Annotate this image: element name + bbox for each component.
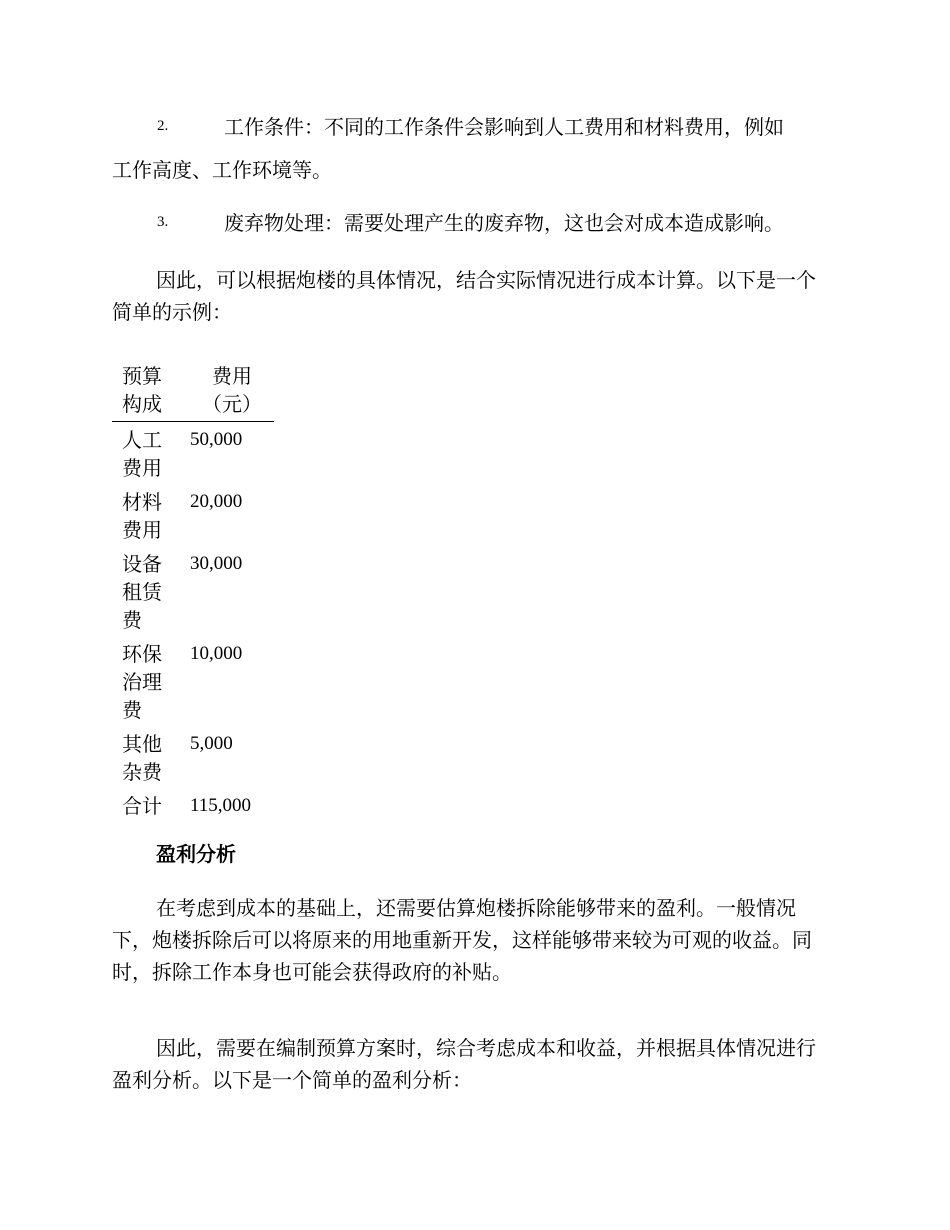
profit-paragraph-1: 在考虑到成本的基础上，还需要估算炮楼拆除能够带来的盈利。一般情况下，炮楼拆除后可以将原来的用地重新开发，这样能够带来较为可观的收益。同时，拆除工作本身也可能会获得政府的补贴。 [112,896,812,984]
cell-cost: 30,000 [190,553,243,574]
cell-item: 材料费用 [122,490,162,542]
budget-table [112,362,274,822]
table-row [112,546,274,636]
header-budget-item: 预算构成 [122,364,162,416]
table-header-row [112,362,274,422]
cell-item: 其他杂费 [122,732,162,784]
cell-cost: 10,000 [190,643,243,664]
list-item-waste-disposal: 废弃物处理：需要处理产生的废弃物，这也会对成本造成影响。 [224,211,784,235]
profit-paragraph-2: 因此，需要在编制预算方案时，综合考虑成本和收益，并根据具体情况进行盈利分析。以下是一个简单的盈利分析： [112,1036,816,1092]
cell-cost: 20,000 [190,491,243,512]
intro-paragraph: 因此，可以根据炮楼的具体情况，结合实际情况进行成本计算。以下是一个简单的示例： [112,268,816,324]
list-item-text-line1: 工作条件：不同的工作条件会影响到人工费用和材料费用，例如 [224,115,784,139]
table-row [112,484,274,546]
cell-item: 人工费用 [122,428,162,480]
cell-cost: 5,000 [190,733,233,754]
cell-cost: 115,000 [190,795,252,816]
list-number-2: 2. [157,118,169,134]
cell-item: 设备租赁费 [122,552,162,632]
list-number-3: 3. [157,214,169,230]
section-heading: 盈利分析 [156,842,236,866]
cell-item: 合计 [122,794,162,818]
cell-item: 环保治理费 [122,642,162,722]
table-row [112,726,274,788]
list-item-text-line2: 工作高度、工作环境等。 [112,158,332,182]
table-row-total [112,788,274,822]
cell-cost: 50,000 [190,429,243,450]
header-cost: 费用（元） [202,364,262,416]
table-row [112,422,274,485]
table-row [112,636,274,726]
